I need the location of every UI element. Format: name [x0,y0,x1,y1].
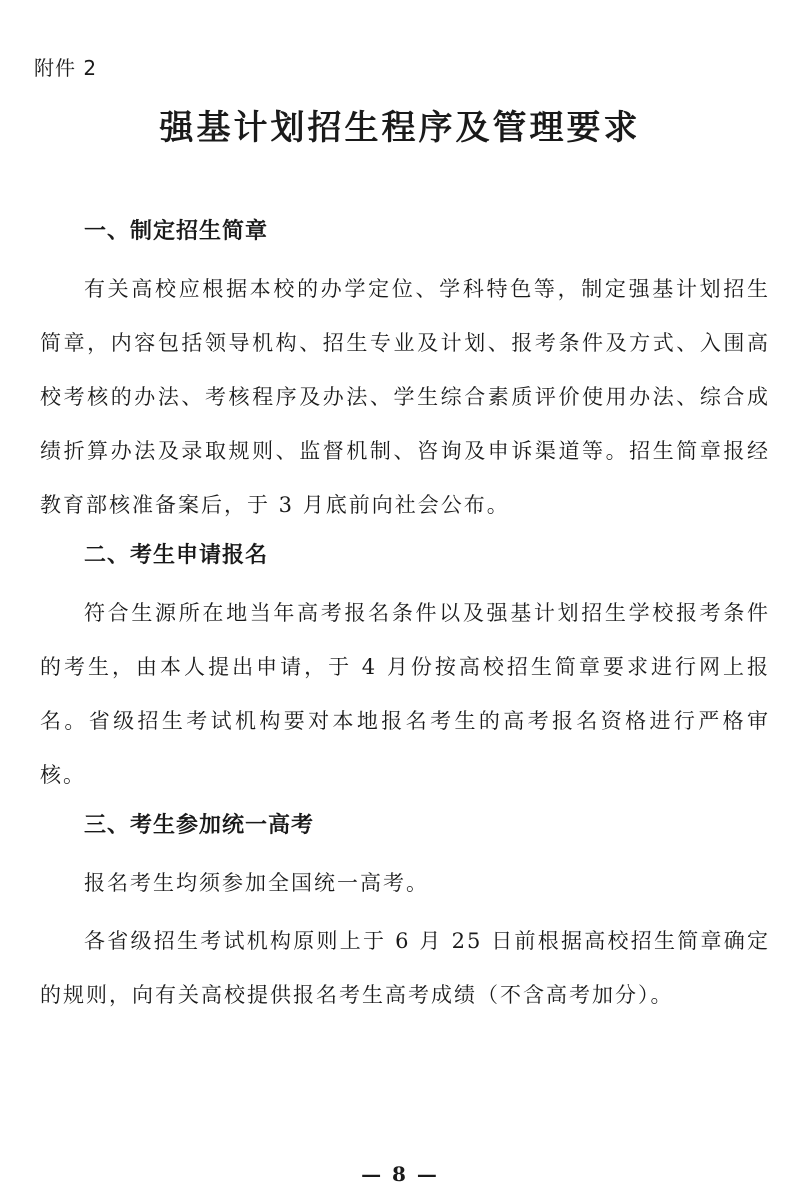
document-body [40,212,770,1026]
document-title: 强基计划招生程序及管理要求 [159,108,641,148]
section-3 [40,806,770,1022]
section-heading: 二、考生申请报名 [84,543,269,568]
attachment-label: 附件 2 [34,56,98,80]
section-paragraph: 报名考生均须参加全国统一高考。 [84,871,429,895]
section-paragraph: 各省级招生考试机构原则上于 6 月 25 日前根据高校招生简章确定的规则，向有关高校提供报名考生高考成绩（不含高考加分）。 [40,929,770,1007]
page-number: — 8 — [361,1162,439,1186]
section-paragraph: 符合生源所在地当年高考报名条件以及强基计划招生学校报考条件的考生，由本人提出申请，于 4 月份按高校招生简章要求进行网上报名。省级招生考试机构要对本地报名考生的高考报名资格进行严格审核。 [40,601,770,787]
section-paragraph: 有关高校应根据本校的办学定位、学科特色等，制定强基计划招生简章，内容包括领导机构、招生专业及计划、报考条件及方式、入围高校考核的办法、考核程序及办法、学生综合素质评价使用办法、综合成绩折算办法及录取规则、监督机制、咨询及申诉渠道等。招生简章报经教育部核准备案后，于 3 月底前向社会公布。 [40,277,770,517]
section-2 [40,536,770,802]
section-heading: 一、制定招生简章 [84,219,269,244]
section-1 [40,212,770,532]
section-heading: 三、考生参加统一高考 [84,813,315,838]
